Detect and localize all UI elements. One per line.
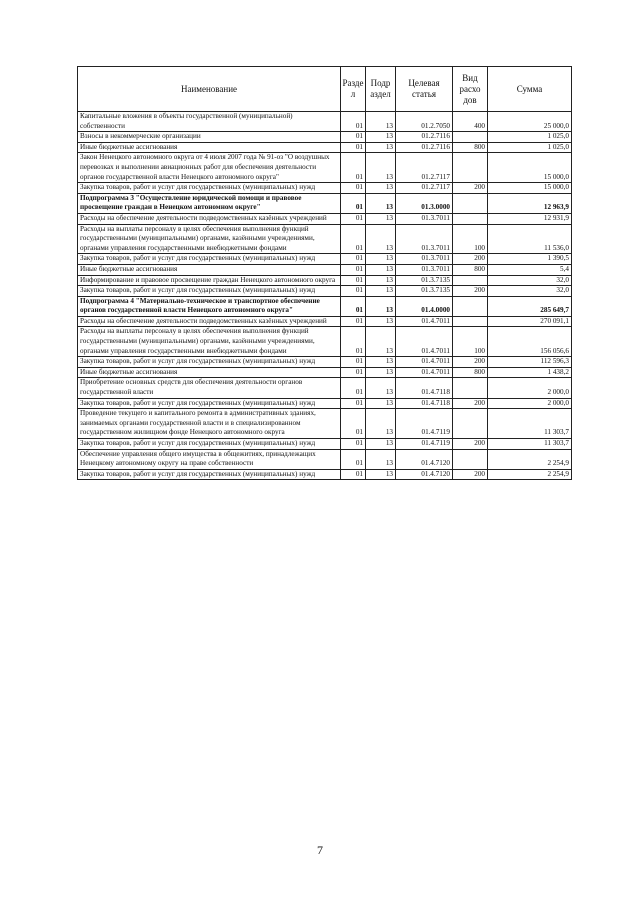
- row-target-article: 01.3.7135: [396, 275, 453, 286]
- header-expense-type: Вид расхо дов: [453, 67, 488, 112]
- row-name: Закон Ненецкого автономного округа от 4 июля 2007 года № 91-оз "О воздушных перевозках и выполнении авиационных работ для обеспечения деятельности органов государственной власти Ненецкого автономного округа": [78, 153, 341, 183]
- row-razdel: 01: [341, 224, 366, 254]
- row-target-article: 01.3.7011: [396, 254, 453, 265]
- table-row: [78, 132, 572, 143]
- table-row: [78, 367, 572, 378]
- row-sum: 15 000,0: [488, 183, 572, 194]
- row-name: Расходы на обеспечение деятельности подведомственных казённых учреждений: [78, 213, 341, 224]
- row-razdel: 01: [341, 409, 366, 439]
- row-name: Закупка товаров, работ и услуг для государственных (муниципальных) нужд: [78, 254, 341, 265]
- row-expense-type: [453, 213, 488, 224]
- table-row: [78, 112, 572, 132]
- row-name: Капитальные вложения в объекты государственной (муниципальной) собственности: [78, 112, 341, 132]
- row-podrazdel: 13: [366, 398, 396, 409]
- row-expense-type: 200: [453, 398, 488, 409]
- table-row: [78, 439, 572, 450]
- row-name: Подпрограмма 3 "Осуществление юридической помощи и правовое просвещение граждан в Ненецком автономном округе": [78, 193, 341, 213]
- row-name: Закупка товаров, работ и услуг для государственных (муниципальных) нужд: [78, 357, 341, 368]
- row-sum: 2 000,0: [488, 378, 572, 398]
- row-name: Иные бюджетные ассигнования: [78, 142, 341, 153]
- row-expense-type: [453, 132, 488, 143]
- row-name: Расходы на выплаты персоналу в целях обеспечения выполнения функций государственными (муниципальными) органами, казёнными учреждениями, органами управления государственными внебюджетными фондами: [78, 224, 341, 254]
- row-name: Проведение текущего и капитального ремонта в административных зданиях, занимаемых органами государственной власти и в специализированном государственном жилищном фонде Ненецкого автономного округа: [78, 409, 341, 439]
- table-row: [78, 213, 572, 224]
- row-expense-type: [453, 193, 488, 213]
- row-target-article: 01.2.7116: [396, 142, 453, 153]
- row-target-article: 01.3.7135: [396, 286, 453, 297]
- row-sum: 25 000,0: [488, 112, 572, 132]
- row-target-article: 01.4.0000: [396, 296, 453, 316]
- row-name: Иные бюджетные ассигнования: [78, 264, 341, 275]
- row-razdel: 01: [341, 469, 366, 480]
- header-target-article: Целевая статья: [396, 67, 453, 112]
- table-row: [78, 327, 572, 357]
- row-razdel: 01: [341, 296, 366, 316]
- table-row: [78, 469, 572, 480]
- table-row: [78, 193, 572, 213]
- row-podrazdel: 13: [366, 469, 396, 480]
- row-expense-type: 200: [453, 254, 488, 265]
- row-name: Закупка товаров, работ и услуг для государственных (муниципальных) нужд: [78, 469, 341, 480]
- row-razdel: 01: [341, 286, 366, 297]
- table-row: [78, 409, 572, 439]
- row-sum: 1 438,2: [488, 367, 572, 378]
- row-sum: 270 091,1: [488, 316, 572, 327]
- row-expense-type: 800: [453, 367, 488, 378]
- row-razdel: 01: [341, 327, 366, 357]
- row-podrazdel: 13: [366, 213, 396, 224]
- row-sum: 11 303,7: [488, 409, 572, 439]
- table-row: [78, 264, 572, 275]
- row-podrazdel: 13: [366, 275, 396, 286]
- row-podrazdel: 13: [366, 193, 396, 213]
- table-row: [78, 357, 572, 368]
- row-expense-type: 100: [453, 224, 488, 254]
- row-target-article: 01.4.7011: [396, 327, 453, 357]
- row-sum: 1 390,5: [488, 254, 572, 265]
- row-podrazdel: 13: [366, 378, 396, 398]
- row-name: Расходы на выплаты персоналу в целях обеспечения выполнения функций государственными (муниципальными) органами, казёнными учреждениями, органами управления государственными внебюджетными фондами: [78, 327, 341, 357]
- row-target-article: 01.3.7011: [396, 264, 453, 275]
- row-target-article: 01.3.0000: [396, 193, 453, 213]
- row-podrazdel: 13: [366, 286, 396, 297]
- row-expense-type: 800: [453, 264, 488, 275]
- table-row: [78, 224, 572, 254]
- row-sum: 1 025,0: [488, 142, 572, 153]
- row-expense-type: [453, 275, 488, 286]
- row-sum: 32,0: [488, 286, 572, 297]
- row-razdel: 01: [341, 378, 366, 398]
- table-row: [78, 378, 572, 398]
- table-header-row: [78, 67, 572, 112]
- row-target-article: 01.4.7011: [396, 316, 453, 327]
- row-expense-type: 100: [453, 327, 488, 357]
- row-podrazdel: 13: [366, 316, 396, 327]
- row-target-article: 01.2.7117: [396, 183, 453, 194]
- row-target-article: 01.4.7118: [396, 378, 453, 398]
- row-name: Закупка товаров, работ и услуг для государственных (муниципальных) нужд: [78, 439, 341, 450]
- row-name: Информирование и правовое просвещение граждан Ненецкого автономного округа: [78, 275, 341, 286]
- header-sum: Сумма: [488, 67, 572, 112]
- table-body: [78, 112, 572, 480]
- row-name: Закупка товаров, работ и услуг для государственных (муниципальных) нужд: [78, 286, 341, 297]
- row-name: Иные бюджетные ассигнования: [78, 367, 341, 378]
- row-target-article: 01.4.7011: [396, 357, 453, 368]
- row-podrazdel: 13: [366, 327, 396, 357]
- row-target-article: 01.4.7118: [396, 398, 453, 409]
- row-podrazdel: 13: [366, 296, 396, 316]
- row-target-article: 01.4.7011: [396, 367, 453, 378]
- row-razdel: 01: [341, 193, 366, 213]
- row-expense-type: [453, 449, 488, 469]
- row-sum: 112 596,3: [488, 357, 572, 368]
- row-podrazdel: 13: [366, 183, 396, 194]
- row-razdel: 01: [341, 316, 366, 327]
- row-sum: 1 025,0: [488, 132, 572, 143]
- row-name: Обеспечение управления общего имущества в общежитиях, принадлежащих Ненецкому автономному округу на праве собственности: [78, 449, 341, 469]
- row-podrazdel: 13: [366, 357, 396, 368]
- row-expense-type: 200: [453, 469, 488, 480]
- row-name: Взносы в некоммерческие организации: [78, 132, 341, 143]
- row-expense-type: 400: [453, 112, 488, 132]
- page-number: 7: [317, 843, 323, 857]
- table-row: [78, 275, 572, 286]
- row-razdel: 01: [341, 112, 366, 132]
- row-expense-type: [453, 316, 488, 327]
- row-target-article: 01.2.7050: [396, 112, 453, 132]
- row-target-article: 01.2.7116: [396, 132, 453, 143]
- row-sum: 11 536,0: [488, 224, 572, 254]
- row-name: Подпрограмма 4 "Материально-техническое и транспортное обеспечение органов государственной власти Ненецкого автономного округа": [78, 296, 341, 316]
- row-expense-type: [453, 378, 488, 398]
- row-name: Расходы на обеспечение деятельности подведомственных казённых учреждений: [78, 316, 341, 327]
- row-podrazdel: 13: [366, 142, 396, 153]
- table-row: [78, 296, 572, 316]
- budget-table: [77, 66, 572, 480]
- row-name: Закупка товаров, работ и услуг для государственных (муниципальных) нужд: [78, 398, 341, 409]
- row-sum: 2 254,9: [488, 449, 572, 469]
- row-sum: 5,4: [488, 264, 572, 275]
- row-target-article: 01.2.7117: [396, 153, 453, 183]
- row-podrazdel: 13: [366, 264, 396, 275]
- table-row: [78, 142, 572, 153]
- row-expense-type: [453, 409, 488, 439]
- row-sum: 12 931,9: [488, 213, 572, 224]
- row-sum: 285 649,7: [488, 296, 572, 316]
- row-sum: 11 303,7: [488, 439, 572, 450]
- row-razdel: 01: [341, 183, 366, 194]
- table-row: [78, 286, 572, 297]
- header-razdel: Разде л: [341, 67, 366, 112]
- row-target-article: 01.3.7011: [396, 213, 453, 224]
- row-podrazdel: 13: [366, 112, 396, 132]
- row-podrazdel: 13: [366, 132, 396, 143]
- header-podrazdel: Подр аздел: [366, 67, 396, 112]
- row-expense-type: 200: [453, 183, 488, 194]
- header-name: Наименование: [78, 67, 341, 112]
- row-razdel: 01: [341, 275, 366, 286]
- row-razdel: 01: [341, 357, 366, 368]
- row-razdel: 01: [341, 398, 366, 409]
- row-sum: 156 056,6: [488, 327, 572, 357]
- table-row: [78, 183, 572, 194]
- table-row: [78, 316, 572, 327]
- row-podrazdel: 13: [366, 439, 396, 450]
- row-expense-type: [453, 296, 488, 316]
- row-target-article: 01.3.7011: [396, 224, 453, 254]
- row-sum: 32,0: [488, 275, 572, 286]
- row-name: Приобретение основных средств для обеспечения деятельности органов государственной власти: [78, 378, 341, 398]
- row-podrazdel: 13: [366, 409, 396, 439]
- row-target-article: 01.4.7120: [396, 449, 453, 469]
- row-razdel: 01: [341, 153, 366, 183]
- row-expense-type: 800: [453, 142, 488, 153]
- row-podrazdel: 13: [366, 254, 396, 265]
- row-name: Закупка товаров, работ и услуг для государственных (муниципальных) нужд: [78, 183, 341, 194]
- table-row: [78, 254, 572, 265]
- row-target-article: 01.4.7120: [396, 469, 453, 480]
- row-podrazdel: 13: [366, 367, 396, 378]
- row-razdel: 01: [341, 213, 366, 224]
- row-podrazdel: 13: [366, 153, 396, 183]
- row-expense-type: 200: [453, 439, 488, 450]
- row-sum: 2 000,0: [488, 398, 572, 409]
- row-razdel: 01: [341, 264, 366, 275]
- row-razdel: 01: [341, 367, 366, 378]
- row-podrazdel: 13: [366, 224, 396, 254]
- row-target-article: 01.4.7119: [396, 439, 453, 450]
- row-expense-type: 200: [453, 286, 488, 297]
- row-expense-type: 200: [453, 357, 488, 368]
- row-expense-type: [453, 153, 488, 183]
- row-razdel: 01: [341, 449, 366, 469]
- table-row: [78, 398, 572, 409]
- row-sum: 2 254,9: [488, 469, 572, 480]
- row-razdel: 01: [341, 142, 366, 153]
- row-sum: 12 963,9: [488, 193, 572, 213]
- row-razdel: 01: [341, 439, 366, 450]
- table-row: [78, 153, 572, 183]
- table-row: [78, 449, 572, 469]
- row-razdel: 01: [341, 132, 366, 143]
- row-podrazdel: 13: [366, 449, 396, 469]
- row-sum: 15 000,0: [488, 153, 572, 183]
- row-razdel: 01: [341, 254, 366, 265]
- row-target-article: 01.4.7119: [396, 409, 453, 439]
